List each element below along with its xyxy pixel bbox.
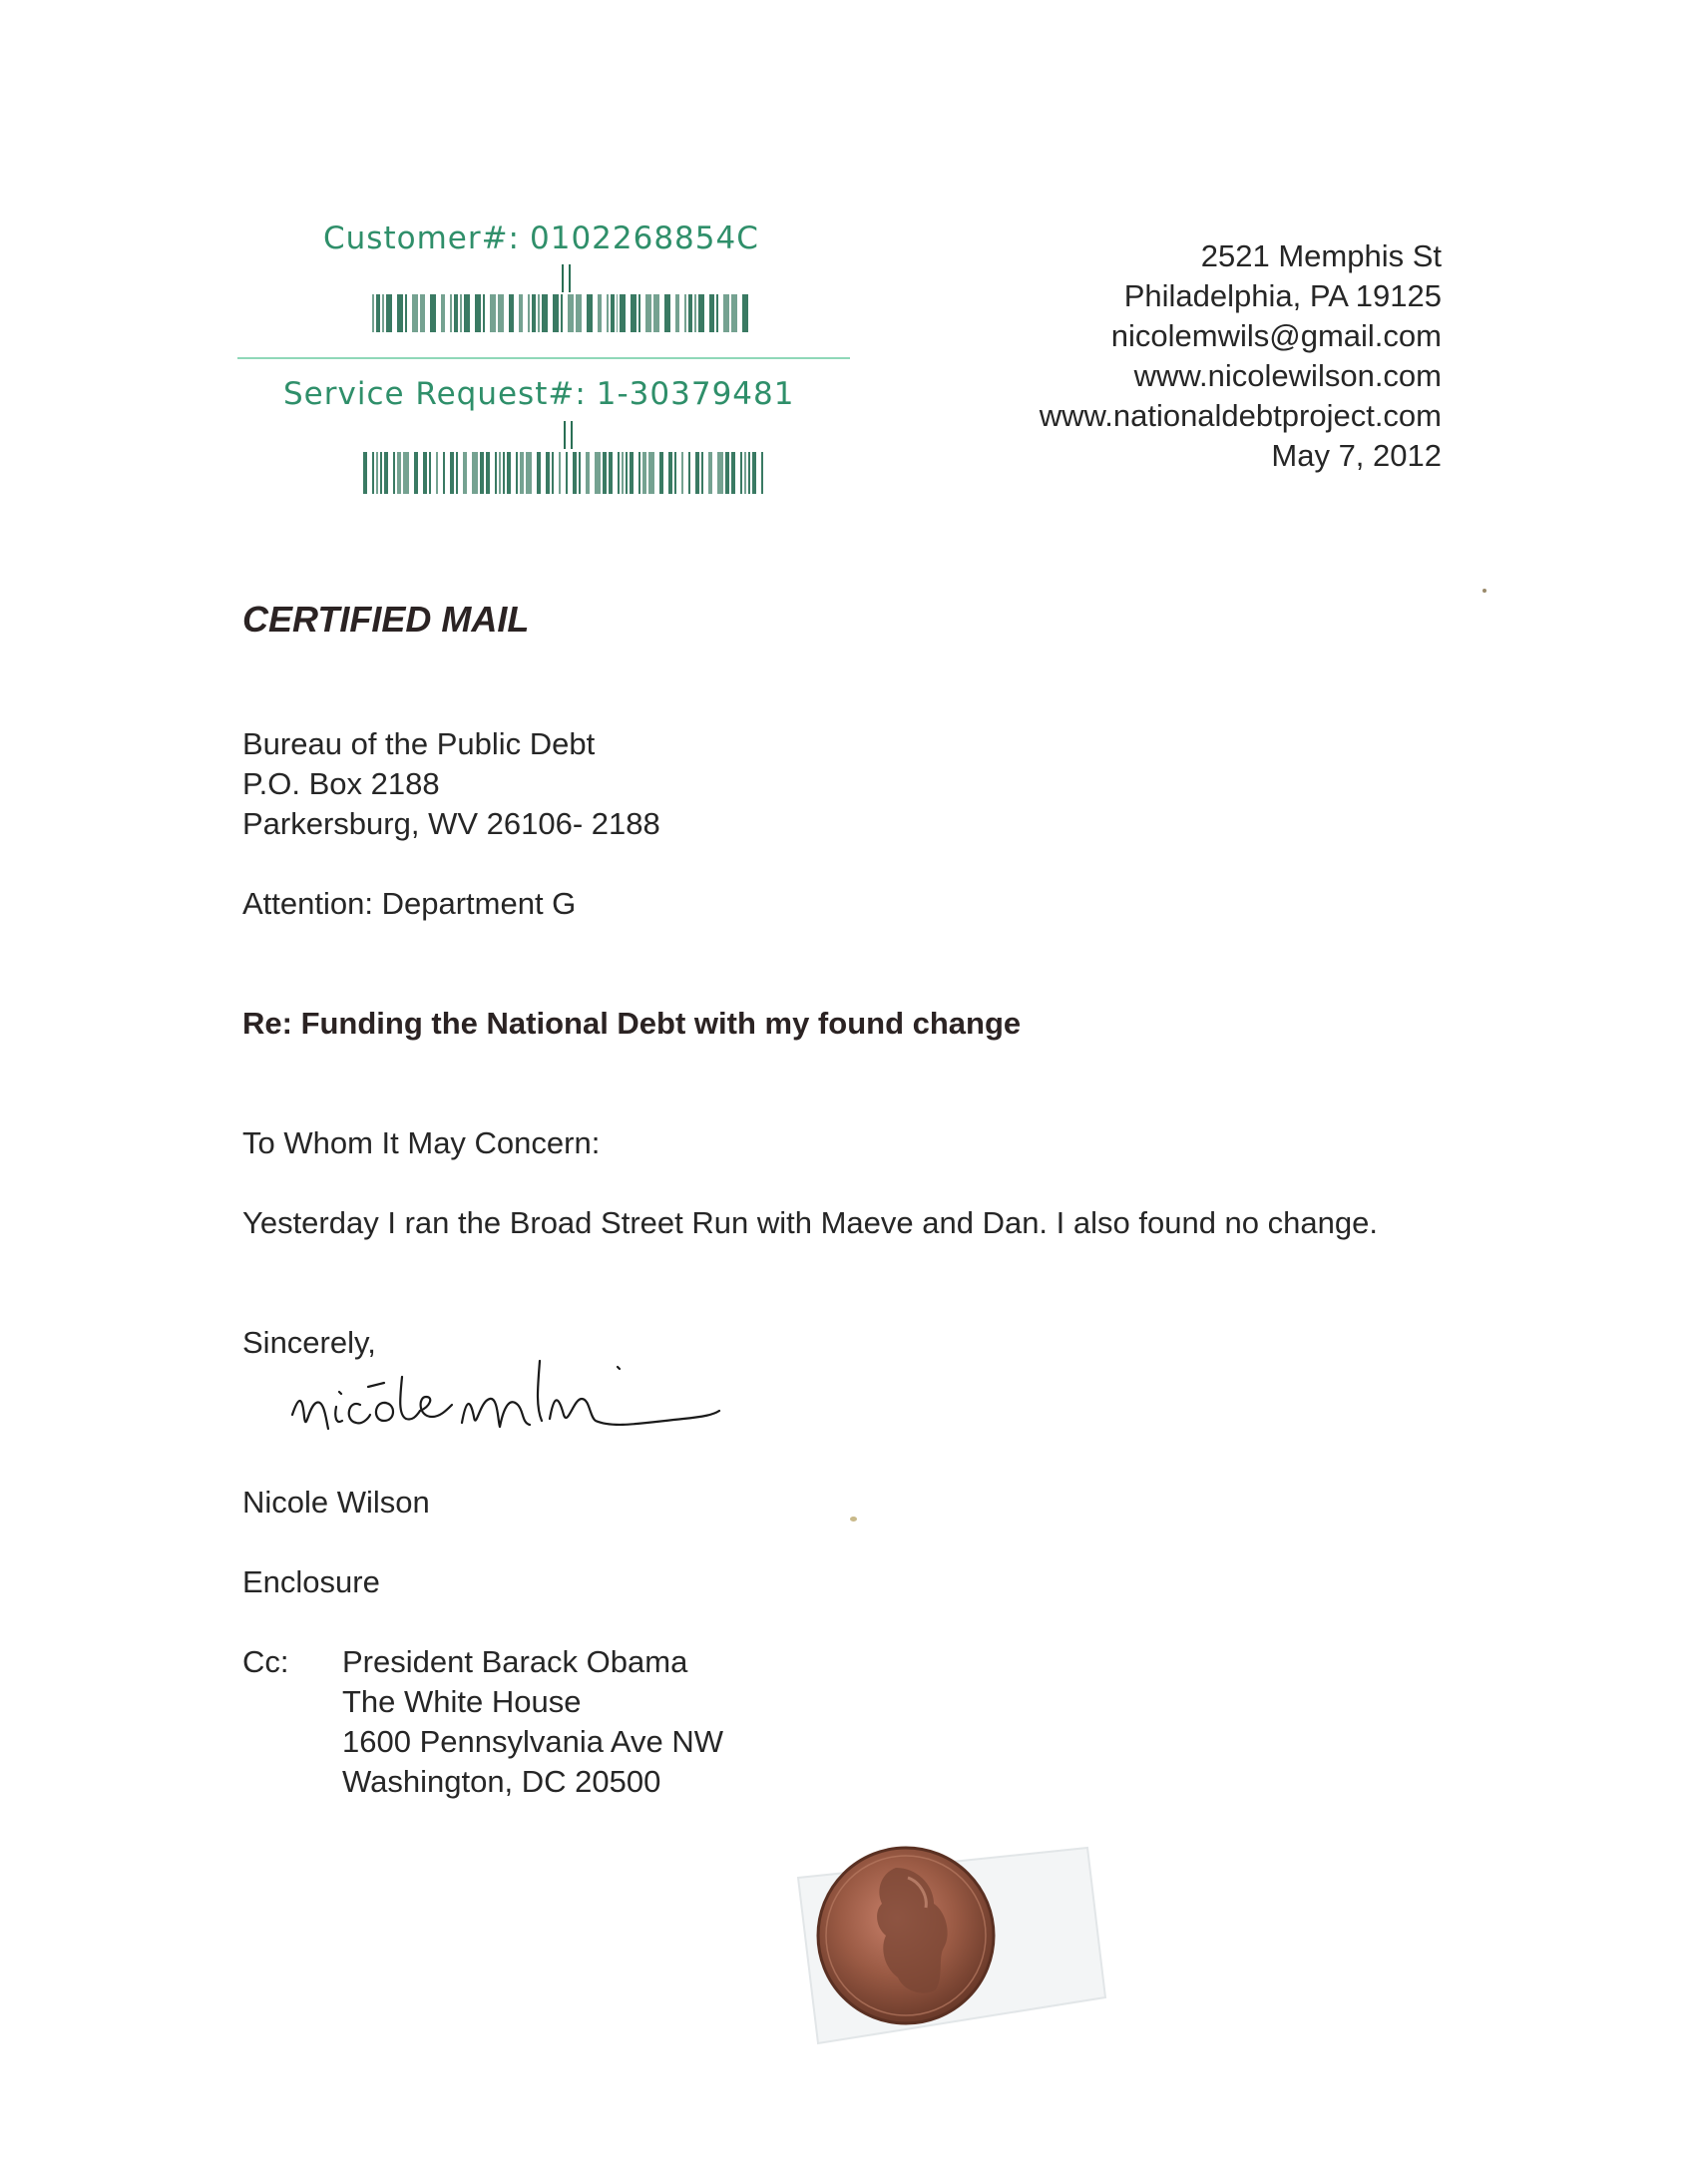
- return-city-state-zip: Philadelphia, PA 19125: [1123, 278, 1442, 313]
- barcode-bar: [701, 452, 703, 494]
- return-address: [1040, 236, 1442, 476]
- barcode-bar: [397, 294, 403, 332]
- cc-city-state-zip: Washington, DC 20500: [342, 1764, 661, 1799]
- service-request-barcode: [363, 452, 766, 494]
- cc-street: 1600 Pennsylvania Ave NW: [342, 1724, 723, 1759]
- barcode-bar: [380, 452, 382, 494]
- handwritten-signature: [284, 1337, 743, 1457]
- barcode-bar: [475, 294, 481, 332]
- barcode-bar: [363, 452, 367, 494]
- barcode-bar: [642, 452, 646, 494]
- barcode-bar: [744, 452, 746, 494]
- barcode-bar: [752, 452, 756, 494]
- barcode-bar: [695, 452, 699, 494]
- barcode-bar: [688, 452, 690, 494]
- barcode-bar: [675, 294, 679, 332]
- customer-number-label: Customer#:: [323, 220, 520, 256]
- salutation: To Whom It May Concern:: [242, 1125, 601, 1160]
- barcode-bar: [725, 452, 729, 494]
- barcode-bar: [638, 294, 640, 332]
- return-street: 2521 Memphis St: [1200, 238, 1442, 273]
- barcode-bar: [397, 452, 401, 494]
- barcode-bar: [566, 452, 568, 494]
- barcode-bar: [464, 294, 470, 332]
- barcode-bar: [620, 294, 626, 332]
- customer-number-line: [323, 220, 759, 256]
- barcode-bar: [463, 452, 467, 494]
- barcode-bar: [528, 294, 530, 332]
- barcode-tick-mark: [562, 264, 571, 292]
- barcode-bar: [546, 452, 550, 494]
- barcode-bar: [674, 452, 676, 494]
- barcode-tick-mark: [564, 421, 573, 449]
- barcode-bar: [532, 294, 536, 332]
- barcode-bar: [618, 452, 620, 494]
- barcode-bar: [423, 452, 427, 494]
- penny-icon: [818, 1848, 994, 2023]
- barcode-bar: [622, 452, 624, 494]
- barcode-bar: [537, 452, 541, 494]
- barcode-bar: [443, 452, 445, 494]
- barcode-bar: [630, 452, 634, 494]
- barcode-bar: [708, 452, 712, 494]
- barcode-bar: [486, 452, 490, 494]
- barcode-bar: [716, 294, 718, 332]
- service-request-value: 1-30379481: [596, 376, 795, 412]
- cc-address: [342, 1642, 723, 1802]
- barcode-bar: [648, 452, 654, 494]
- barcode-bar: [507, 452, 511, 494]
- barcode-bar: [503, 452, 505, 494]
- barcode-bar: [414, 452, 418, 494]
- barcode-bar: [579, 452, 581, 494]
- barcode-bar: [386, 294, 392, 332]
- barcode-bar: [561, 294, 563, 332]
- barcode-bar: [698, 294, 704, 332]
- barcode-bar: [552, 452, 554, 494]
- barcode-bar: [568, 294, 574, 332]
- letter-date: May 7, 2012: [1271, 438, 1442, 473]
- barcode-bar: [483, 294, 485, 332]
- return-website-project: www.nationaldebtproject.com: [1039, 398, 1442, 433]
- barcode-bar: [456, 452, 458, 494]
- barcode-bar: [429, 452, 431, 494]
- barcode-bar: [688, 294, 692, 332]
- barcode-bar: [516, 452, 518, 494]
- barcode-bar: [709, 294, 715, 332]
- barcode-bar: [653, 294, 659, 332]
- recipient-name: Bureau of the Public Debt: [242, 726, 596, 761]
- barcode-bar: [405, 294, 407, 332]
- barcode-bar: [412, 294, 418, 332]
- barcode-bar: [638, 452, 640, 494]
- barcode-bar: [681, 452, 683, 494]
- customer-barcode: [372, 294, 753, 332]
- barcode-bar: [559, 452, 561, 494]
- barcode-bar: [393, 452, 395, 494]
- barcode-bar: [520, 452, 524, 494]
- barcode-bar: [609, 452, 613, 494]
- barcode-bar: [553, 294, 559, 332]
- cc-org: The White House: [342, 1684, 582, 1719]
- barcode-bar: [460, 294, 462, 332]
- cc-name: President Barack Obama: [342, 1644, 688, 1679]
- barcode-bar: [717, 452, 723, 494]
- barcode-bar: [480, 452, 484, 494]
- paper-speck: [850, 1517, 857, 1522]
- barcode-bar: [384, 452, 388, 494]
- barcode-bar: [403, 452, 409, 494]
- barcode-bar: [742, 294, 748, 332]
- barcode-bar: [495, 452, 497, 494]
- service-request-label: Service Request#:: [283, 376, 587, 412]
- service-request-line: [283, 376, 794, 412]
- cc-label: Cc:: [242, 1644, 289, 1679]
- stamp-divider: [237, 357, 850, 359]
- barcode-bar: [538, 294, 540, 332]
- barcode-bar: [684, 294, 686, 332]
- subject-line: Re: Funding the National Debt with my found change: [242, 1006, 1022, 1041]
- barcode-bar: [372, 294, 374, 332]
- attention-line: Attention: Department G: [242, 886, 577, 921]
- barcode-bar: [586, 452, 590, 494]
- certified-mail-heading: CERTIFIED MAIL: [242, 599, 530, 640]
- barcode-bar: [587, 294, 593, 332]
- signer-name: Nicole Wilson: [242, 1485, 430, 1520]
- barcode-bar: [576, 294, 582, 332]
- barcode-bar: [450, 294, 452, 332]
- paper-speck: [1482, 589, 1486, 593]
- barcode-bar: [509, 294, 515, 332]
- barcode-bar: [420, 294, 426, 332]
- barcode-bar: [499, 452, 501, 494]
- barcode-bar: [598, 294, 602, 332]
- barcode-bar: [607, 294, 609, 332]
- barcode-bar: [382, 294, 384, 332]
- return-website-personal: www.nicolewilson.com: [1133, 358, 1442, 393]
- barcode-bar: [645, 294, 651, 332]
- cc-block: [242, 1642, 723, 1802]
- taped-penny: [788, 1808, 1107, 2057]
- barcode-bar: [372, 452, 374, 494]
- barcode-bar: [731, 294, 737, 332]
- recipient-box: P.O. Box 2188: [242, 766, 440, 801]
- barcode-bar: [626, 452, 628, 494]
- barcode-bar: [761, 452, 763, 494]
- barcode-bar: [611, 294, 615, 332]
- barcode-bar: [617, 294, 619, 332]
- customer-number-value: 0102268854C: [530, 220, 759, 256]
- barcode-bar: [376, 294, 380, 332]
- barcode-bar: [490, 294, 496, 332]
- barcode-bar: [631, 294, 636, 332]
- enclosure-note: Enclosure: [242, 1564, 380, 1599]
- barcode-bar: [441, 294, 445, 332]
- barcode-bar: [519, 294, 523, 332]
- barcode-bar: [668, 452, 672, 494]
- barcode-bar: [731, 452, 735, 494]
- barcode-bar: [498, 294, 504, 332]
- barcode-bar: [542, 294, 548, 332]
- barcode-bar: [573, 452, 577, 494]
- barcode-bar: [526, 452, 532, 494]
- closing: Sincerely,: [242, 1325, 376, 1360]
- barcode-bar: [430, 294, 436, 332]
- recipient-city-state-zip: Parkersburg, WV 26106- 2188: [242, 806, 660, 841]
- barcode-bar: [748, 452, 750, 494]
- barcode-bar: [595, 452, 601, 494]
- barcode-bar: [436, 452, 438, 494]
- barcode-bar: [659, 452, 663, 494]
- barcode-bar: [454, 294, 458, 332]
- barcode-bar: [694, 294, 696, 332]
- barcode-bar: [723, 294, 729, 332]
- barcode-bar: [472, 452, 478, 494]
- barcode-bar: [664, 294, 670, 332]
- barcode-stamp: [237, 215, 856, 504]
- return-email: nicolemwils@gmail.com: [1110, 318, 1442, 353]
- body-paragraph: Yesterday I ran the Broad Street Run with Maeve and Dan. I also found no change.: [242, 1205, 1378, 1240]
- recipient-address: [242, 724, 660, 844]
- barcode-bar: [740, 452, 742, 494]
- barcode-bar: [450, 452, 454, 494]
- barcode-bar: [603, 452, 607, 494]
- barcode-bar: [376, 452, 378, 494]
